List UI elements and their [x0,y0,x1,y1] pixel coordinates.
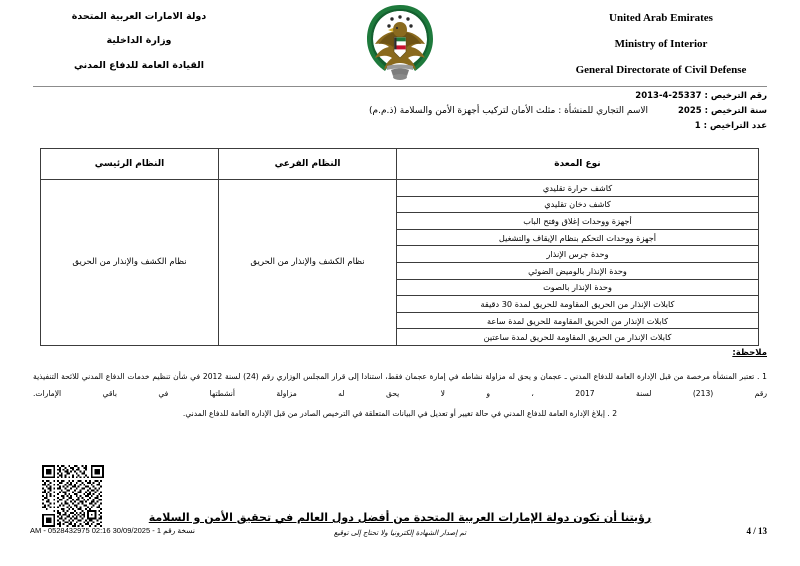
electronic-issue-note: تم إصدار الشهادة إلكترونيا ولا تحتاج إلى توقيع [333,529,467,537]
header-arabic-line-1: دولة الامارات العربية المتحدة [71,11,207,22]
header-arabic-line-3: القيادة العامة للدفاع المدني [74,59,204,71]
header-english-block [522,0,800,76]
license-number: رقم الترخيص : 25337-4-2013 [635,91,767,101]
sub-system-cell: نظام الكشف والإنذار من الحريق [219,180,397,346]
equipment-cell: أجهزة ووحدات إغلاق وفتح الباب [397,213,759,230]
equipment-cell: وحدة الإنذار بالوميض الضوئي [397,262,759,279]
vision-statement: رؤيتنا أن تكون دولة الإمارات العربية المتحدة من أفضل دول العالم في تحقيق الأمن و السلامة [148,511,652,524]
column-header-equipment: نوع المعدة [397,149,759,180]
equipment-cell: وحدة الإنذار بالصوت [397,279,759,296]
license-year: سنة الترخيص : 2025 [678,106,767,116]
table-header-row [41,149,759,180]
header-divider [33,86,767,87]
equipment-cell: كاشف حرارة تقليدي [397,180,759,197]
equipment-cell: وحدة جرس الإنذار [397,246,759,263]
column-header-main-system: النظام الرئيسي [41,149,219,180]
note-item-2: 2 . إبلاغ الإدارة العامة للدفاع المدني في حالة تغيير أو تعديل في البيانات المتعلقة في الترخيص الصادر من قبل الإدارة العامة للدفاع المدني. [182,409,618,418]
equipment-cell: أجهزة ووحدات التحكم بنظام الإيقاف والتشغيل [397,229,759,246]
page-number: 4 / 13 [746,526,767,536]
systems-table-container [41,148,759,346]
header-english-line-3: General Directorate of Civil Defense [575,64,747,77]
trade-name: الاسم التجاري للمنشأة : مثلث الأمان لتركيب أجهزة الأمن والسلامة (ذ.م.م) [369,106,648,116]
systems-table [40,148,759,346]
notes-title: ملاحظة: [732,348,767,358]
note-item-1: 1 . تعتبر المنشأة مرخصة من قبل الإدارة العامة للدفاع المدني ـ عجمان و يحق له مزاولة نشاطه في إمارة عجمان فقط، استنادا إلى قرار المجلس الوزاري رقم (24) لسنة 2012 في شأن تنظيم خدمات الدفاع المدني للائحة التنفيذية رقم (213) لسنة 2017 ، و لا يحق له مزاولة أنشطتها في باقي الإمارات. [33,372,767,398]
equipment-cell: كابلات الإنذار من الحريق المقاومة للحريق لمدة ساعتين [397,329,759,346]
header-arabic-line-2: وزارة الداخلية [106,35,172,47]
equipment-cell: كابلات الإنذار من الحريق المقاومة للحريق لمدة 30 دقيقة [397,296,759,313]
equipment-cell: كابلات الإنذار من الحريق المقاومة للحريق لمدة ساعة [397,312,759,329]
table-row [41,180,759,197]
header-arabic-block [0,0,278,71]
license-count-row [0,119,800,134]
license-metadata [0,89,800,134]
column-header-sub-system: النظام الفرعي [219,149,397,180]
license-number-row [0,89,800,104]
header-english-line-2: Ministry of Interior [614,38,708,51]
license-count: عدد التراخيص : 1 [694,121,767,131]
equipment-cell: كاشف دخان تقليدي [397,196,759,213]
main-system-cell: نظام الكشف والإنذار من الحريق [41,180,219,346]
uae-federal-emblem-icon [278,0,522,82]
header-english-line-1: United Arab Emirates [609,12,713,24]
license-year-row [0,104,800,119]
systems-table-body [41,180,759,346]
document-header [0,0,800,88]
copy-timestamp-caption: نسخة رقم 1 - 30/09/2025 02:16 AM - 0528432975 [30,526,196,535]
